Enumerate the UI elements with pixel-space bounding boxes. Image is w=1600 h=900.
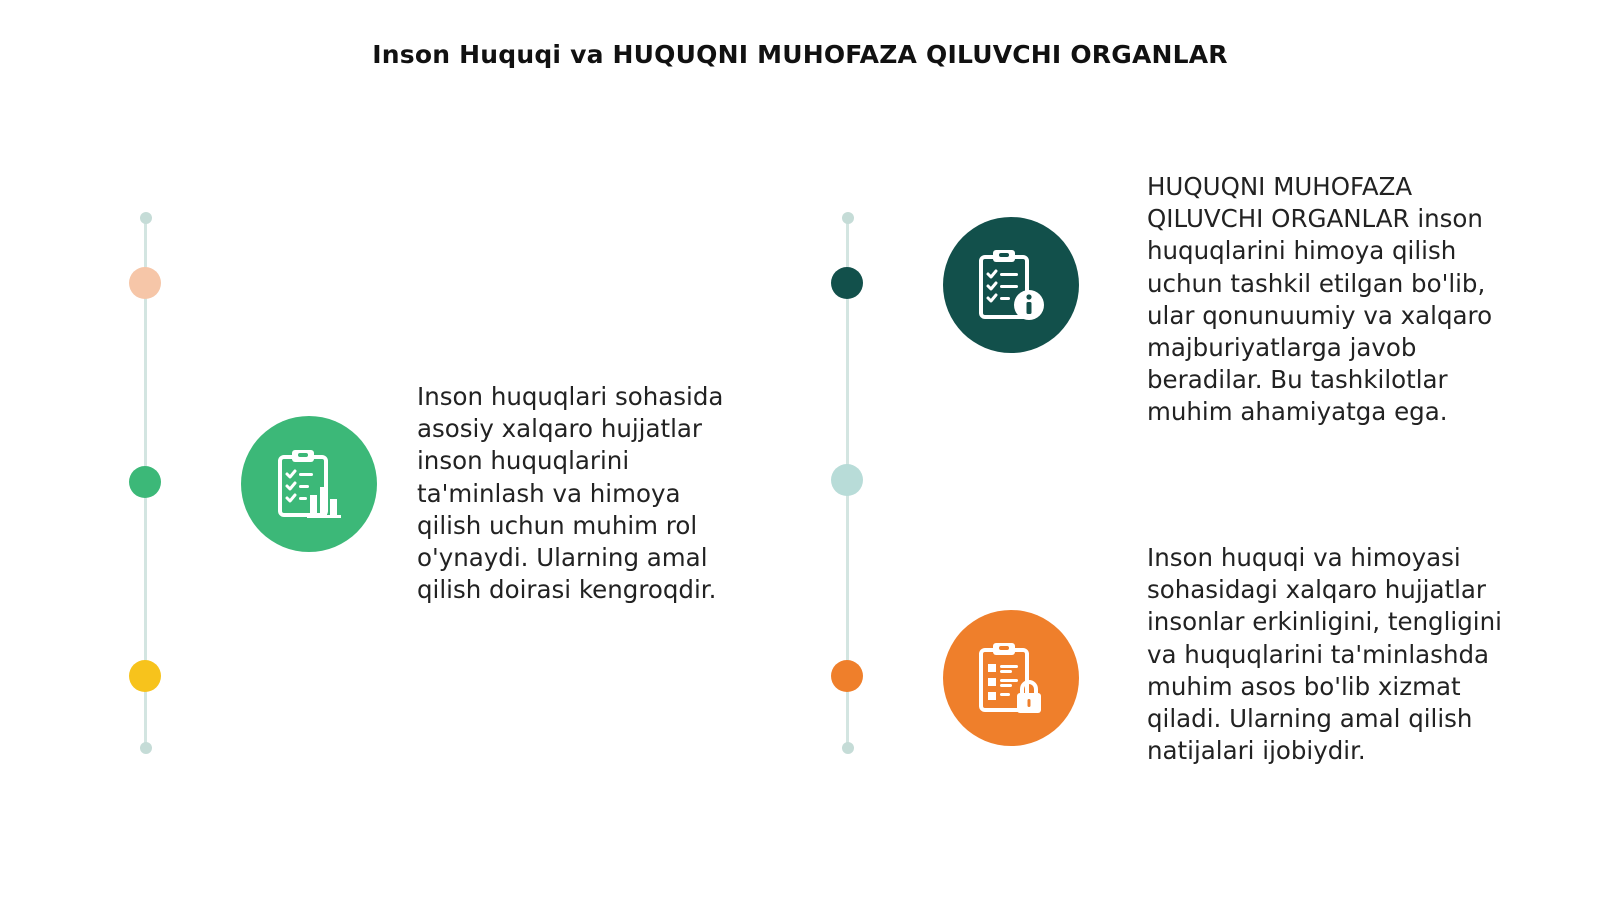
left-item-text: Inson huquqlari sohasida asosiy xalqaro hujjatlar inson huquqlarini ta'minlash va himoya qilish uchun muhim rol o'ynaydi. Ularning amal qilish doirasi kengroqdir.	[417, 382, 724, 605]
right-item-2-icon-badge	[943, 610, 1079, 746]
clipboard-lock-icon	[975, 640, 1047, 716]
left-timeline-dot-green	[129, 466, 161, 498]
right-timeline-top-cap	[842, 212, 854, 224]
right-item-1-text: HUQUQNI MUHOFAZA QILUVCHI ORGANLAR inson huquqlarini himoya qilish uchun tashkil etilgan bo'lib, ular qonunuumiy va xalqaro majburiyatlarga javob beradilar. Bu tashkilotlar muhim ahamiyatga ega.	[1147, 172, 1493, 427]
right-timeline-dot-teal-dark	[831, 267, 863, 299]
left-timeline-dot-peach	[129, 267, 161, 299]
right-item-1-icon-badge	[943, 217, 1079, 353]
right-timeline-dot-teal-light	[831, 464, 863, 496]
page-title: Inson Huquqi va HUQUQNI MUHOFAZA QILUVCHI ORGANLAR	[372, 40, 1228, 69]
clipboard-chart-icon	[274, 447, 344, 521]
left-item-icon-badge	[241, 416, 377, 552]
left-timeline-bottom-cap	[140, 742, 152, 754]
left-timeline-top-cap	[140, 212, 152, 224]
right-timeline-bottom-cap	[842, 742, 854, 754]
right-item-2-text: Inson huquqi va himoyasi sohasidagi xalqaro hujjatlar insonlar erkinligini, tengligini va huquqlarini ta'minlashda muhim asos bo'lib xizmat qiladi. Ularning amal qilish natijalari ijobiydir.	[1147, 543, 1502, 766]
left-timeline-dot-yellow	[129, 660, 161, 692]
clipboard-info-icon	[975, 247, 1047, 323]
right-timeline-dot-orange	[831, 660, 863, 692]
